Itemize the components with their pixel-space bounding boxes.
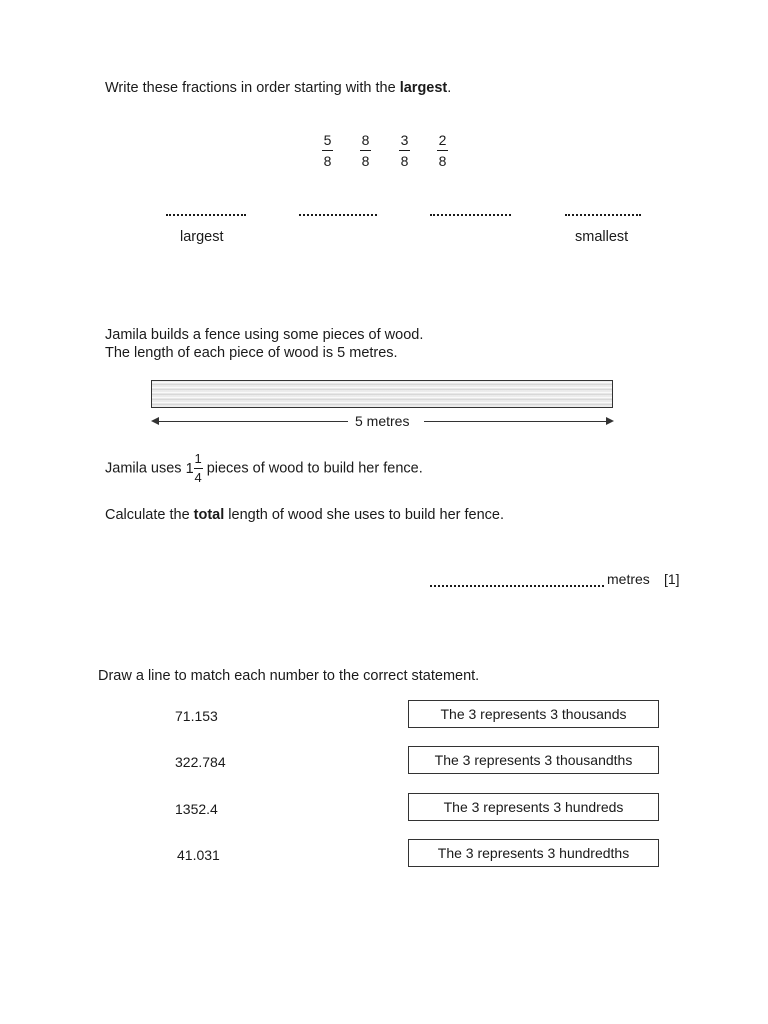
fraction-numerator: 8 bbox=[361, 132, 370, 148]
answer-blank-3[interactable] bbox=[430, 214, 511, 216]
mixed-denominator: 4 bbox=[194, 470, 202, 485]
q2-uses-sentence bbox=[105, 452, 423, 485]
label-smallest: smallest bbox=[575, 229, 629, 245]
fraction-1 bbox=[322, 132, 333, 169]
label-largest: largest bbox=[180, 229, 224, 245]
statement-text: The 3 represents 3 thousands bbox=[440, 706, 627, 722]
q1-instruction-bold: largest bbox=[399, 80, 448, 96]
calc-text-start: Calculate the bbox=[105, 507, 194, 523]
answer-blank-2[interactable] bbox=[299, 214, 377, 216]
fraction-numerator: 5 bbox=[323, 132, 332, 148]
statement-text: The 3 represents 3 hundreds bbox=[443, 799, 624, 815]
fraction-denominator: 8 bbox=[361, 153, 370, 169]
q1-instruction bbox=[105, 80, 451, 96]
q2-calculate bbox=[105, 507, 504, 523]
fraction-3 bbox=[399, 132, 410, 169]
arrow-right-icon bbox=[606, 417, 614, 425]
mixed-whole: 1 bbox=[185, 460, 194, 477]
dimension-line-right bbox=[424, 421, 606, 422]
statement-box-3[interactable] bbox=[408, 793, 659, 821]
q2-line-2: The length of each piece of wood is 5 metres. bbox=[105, 345, 398, 361]
number-1[interactable]: 71.153 bbox=[175, 708, 218, 724]
answer-blank-4[interactable] bbox=[565, 214, 641, 216]
dimension-line-left bbox=[158, 421, 348, 422]
calc-bold: total bbox=[193, 507, 225, 523]
fraction-2 bbox=[360, 132, 371, 169]
number-4[interactable]: 41.031 bbox=[177, 847, 220, 863]
fraction-denominator: 8 bbox=[323, 153, 332, 169]
q1-instruction-end: . bbox=[447, 80, 452, 96]
uses-text-end: pieces of wood to build her fence. bbox=[202, 460, 423, 477]
mixed-numerator: 1 bbox=[194, 451, 202, 466]
answer-blank-metres[interactable] bbox=[430, 585, 604, 587]
fraction-denominator: 8 bbox=[438, 153, 447, 169]
q3-instruction: Draw a line to match each number to the correct statement. bbox=[98, 668, 480, 684]
statement-text: The 3 represents 3 thousandths bbox=[434, 752, 633, 768]
fraction-numerator: 3 bbox=[400, 132, 409, 148]
calc-text-end: length of wood she uses to build her fence. bbox=[224, 507, 504, 523]
wood-piece-diagram bbox=[151, 380, 613, 408]
uses-text-start: Jamila uses bbox=[105, 460, 186, 477]
q1-instruction-text: Write these fractions in order starting with the bbox=[105, 80, 400, 96]
fraction-denominator: 8 bbox=[400, 153, 409, 169]
fraction-4 bbox=[437, 132, 448, 169]
fraction-numerator: 2 bbox=[438, 132, 447, 148]
number-2[interactable]: 322.784 bbox=[175, 754, 226, 770]
answer-unit: metres bbox=[607, 571, 650, 587]
statement-box-4[interactable] bbox=[408, 839, 659, 867]
statement-box-1[interactable] bbox=[408, 700, 659, 728]
q2-line-1: Jamila builds a fence using some pieces of wood. bbox=[105, 327, 424, 343]
number-3[interactable]: 1352.4 bbox=[175, 801, 218, 817]
dimension-label: 5 metres bbox=[355, 413, 410, 429]
marks: [1] bbox=[664, 571, 680, 587]
statement-box-2[interactable] bbox=[408, 746, 659, 774]
statement-text: The 3 represents 3 hundredths bbox=[437, 845, 630, 861]
answer-blank-1[interactable] bbox=[166, 214, 246, 216]
mixed-number bbox=[186, 452, 203, 485]
